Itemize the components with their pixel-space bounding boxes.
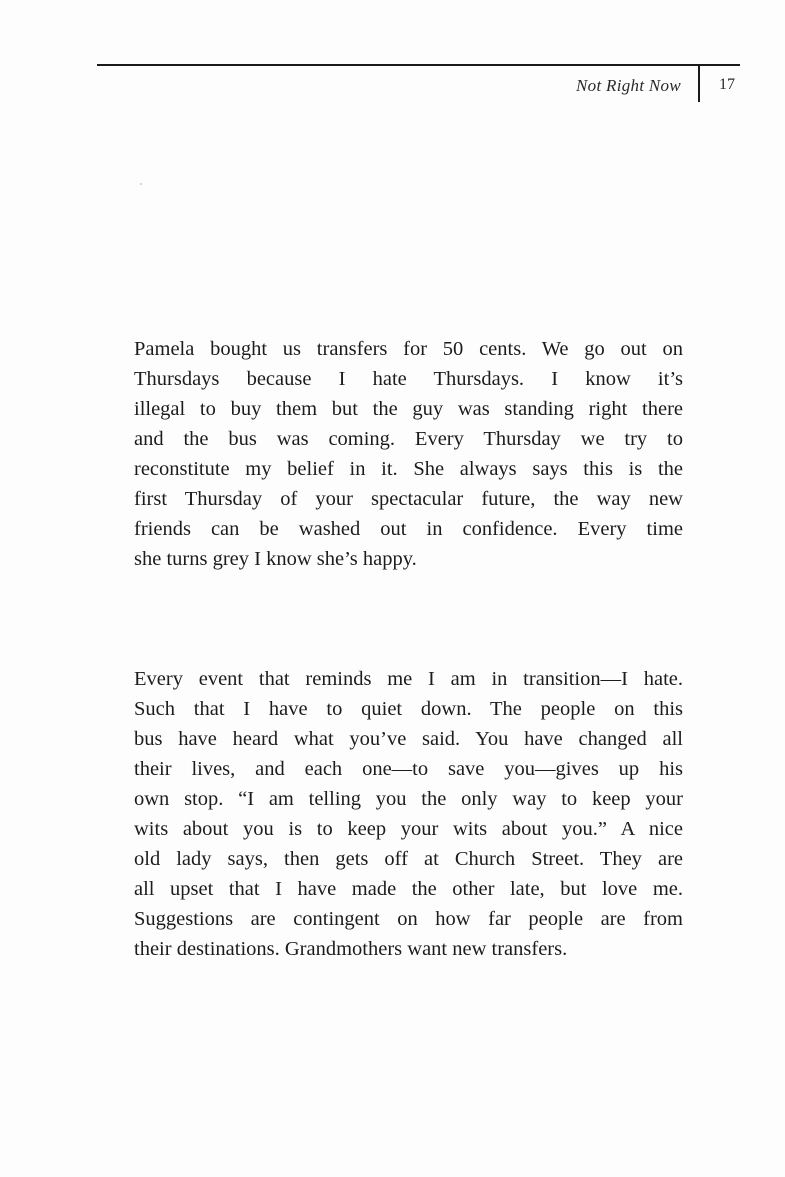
text-line: illegal to buy them but the guy was standing right there: [134, 398, 683, 420]
page-number: 17: [719, 76, 735, 93]
text-line: their lives, and each one—to save you—gives up his: [134, 758, 683, 780]
paragraph-2: [134, 664, 683, 964]
text-line: Every event that reminds me I am in transition—I hate.: [134, 668, 683, 690]
text-line: wits about you is to keep your wits about you.” A nice: [134, 818, 683, 840]
text-line: own stop. “I am telling you the only way to keep your: [134, 788, 683, 810]
text-line: Pamela bought us transfers for 50 cents. We go out on: [134, 338, 683, 360]
text-line: friends can be washed out in confidence. Every time: [134, 518, 683, 540]
paragraph-1: [134, 334, 683, 574]
running-title: Not Right Now: [576, 76, 681, 95]
text-line: bus have heard what you’ve said. You have changed all: [134, 728, 683, 750]
text-line: all upset that I have made the other late, but love me.: [134, 878, 683, 900]
text-line: Such that I have to quiet down. The people on this: [134, 698, 683, 720]
text-line: their destinations. Grandmothers want new transfers.: [134, 938, 568, 960]
text-line: Suggestions are contingent on how far people are from: [134, 908, 683, 930]
text-line: Thursdays because I hate Thursdays. I know it’s: [134, 368, 683, 390]
text-line: reconstitute my belief in it. She always says this is the: [134, 458, 683, 480]
header-divider: [698, 66, 700, 102]
header-rule: [97, 64, 740, 66]
paper-speck: [140, 183, 142, 185]
text-line: and the bus was coming. Every Thursday we try to: [134, 428, 683, 450]
text-line: she turns grey I know she’s happy.: [134, 548, 417, 570]
text-line: first Thursday of your spectacular future, the way new: [134, 488, 683, 510]
text-line: old lady says, then gets off at Church Street. They are: [134, 848, 683, 870]
